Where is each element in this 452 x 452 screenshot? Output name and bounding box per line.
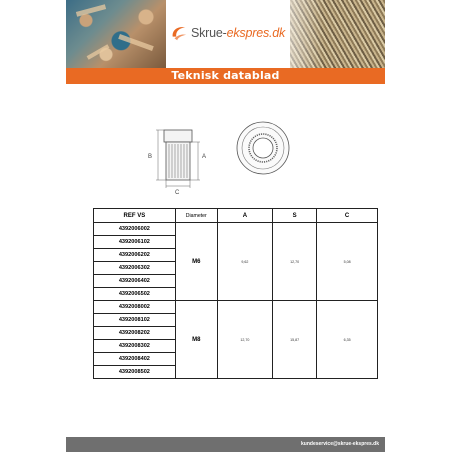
column-header-s: S bbox=[273, 209, 317, 223]
diameter-cell: M8 bbox=[175, 301, 217, 379]
ref-cell: 4392006002 bbox=[94, 223, 176, 236]
brand-name: Skrue-ekspres.dk bbox=[191, 26, 286, 40]
column-header-c: C bbox=[317, 209, 378, 223]
ref-cell: 4392006502 bbox=[94, 288, 176, 301]
value-a-cell: 9,62 bbox=[217, 223, 272, 301]
side-view bbox=[148, 130, 206, 196]
logo-swoosh-icon bbox=[170, 24, 188, 42]
column-header-diameter: Diameter bbox=[175, 209, 217, 223]
technical-drawing bbox=[136, 118, 306, 196]
ref-cell: 4392006202 bbox=[94, 249, 176, 262]
specification-table bbox=[93, 208, 378, 379]
diameter-cell: M6 bbox=[175, 223, 217, 301]
column-header-a: A bbox=[217, 209, 272, 223]
value-c-cell: 5,08 bbox=[317, 223, 378, 301]
ref-cell: 4392008402 bbox=[94, 353, 176, 366]
top-view bbox=[237, 122, 289, 174]
ref-cell: 4392008002 bbox=[94, 301, 176, 314]
dimension-label-c: C bbox=[175, 190, 180, 196]
table-row bbox=[94, 301, 378, 314]
ref-cell: 4392008302 bbox=[94, 340, 176, 353]
datasheet-page bbox=[66, 0, 385, 452]
table-row bbox=[94, 223, 378, 236]
column-header-ref: REF VS bbox=[94, 209, 176, 223]
brand-logo bbox=[170, 22, 285, 44]
value-s-cell: 12,70 bbox=[273, 223, 317, 301]
value-a-cell: 12,70 bbox=[217, 301, 272, 379]
ref-cell: 4392008202 bbox=[94, 327, 176, 340]
table-header-row bbox=[94, 209, 378, 223]
value-c-cell: 6,35 bbox=[317, 301, 378, 379]
ref-cell: 4392006402 bbox=[94, 275, 176, 288]
header-photo-tools bbox=[66, 0, 166, 68]
header-photo-screws bbox=[290, 0, 385, 68]
dimension-label-b: B bbox=[148, 154, 153, 160]
page-title-banner: Teknisk datablad bbox=[66, 68, 385, 84]
value-s-cell: 15,87 bbox=[273, 301, 317, 379]
footer-bar bbox=[66, 437, 385, 452]
ref-cell: 4392008502 bbox=[94, 366, 176, 379]
ref-cell: 4392008102 bbox=[94, 314, 176, 327]
header bbox=[66, 0, 385, 68]
dimension-label-a: A bbox=[202, 154, 207, 160]
ref-cell: 4392006302 bbox=[94, 262, 176, 275]
ref-cell: 4392006102 bbox=[94, 236, 176, 249]
footer-email-link[interactable]: kundeservice@skrue-ekspres.dk bbox=[301, 441, 379, 447]
